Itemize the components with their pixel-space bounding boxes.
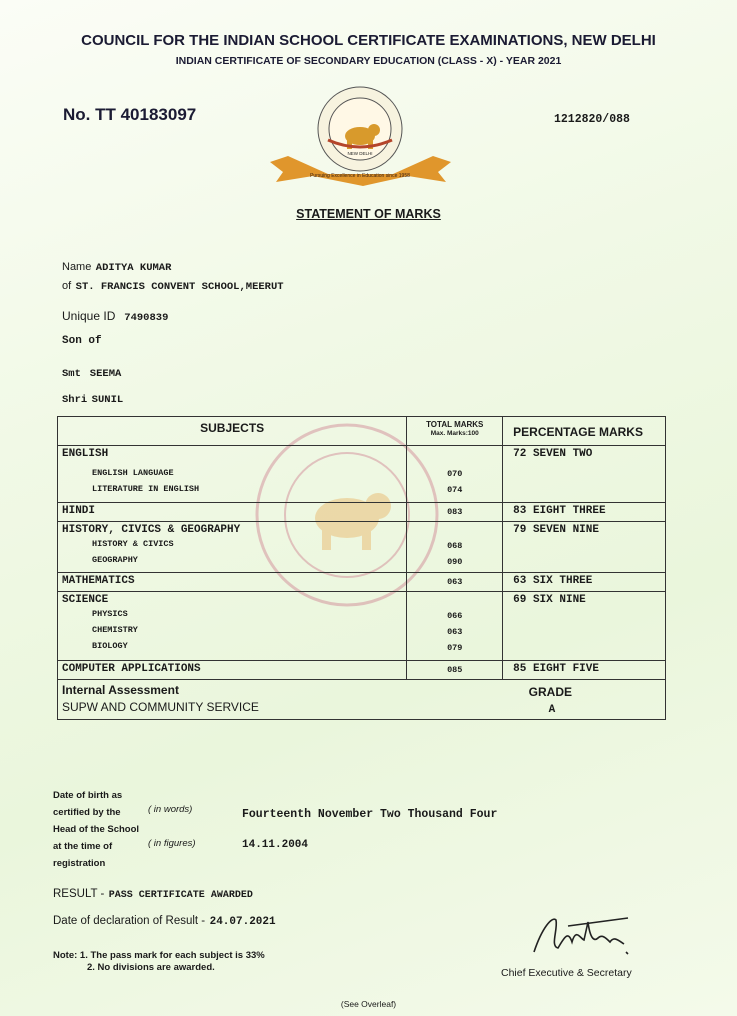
- table-row: [58, 522, 666, 573]
- subject-part: PHYSICS: [92, 609, 128, 619]
- subject-part: CHEMISTRY: [92, 625, 138, 635]
- marks-value: 063: [447, 627, 463, 637]
- logo-banner-text: Pursuing Excellence in Education since 1958: [310, 173, 410, 179]
- note-2: 2. No divisions are awarded.: [87, 962, 215, 973]
- dob-in-figures: 14.11.2004: [242, 839, 309, 851]
- table-row: [58, 446, 666, 503]
- percentage-value: 83 EIGHT THREE: [503, 503, 666, 522]
- subject-part: BIOLOGY: [92, 641, 128, 651]
- table-row: [58, 661, 666, 680]
- son-of-label: Son of: [62, 335, 102, 347]
- subject-hindi: HINDI: [58, 503, 407, 522]
- subject-part: ENGLISH LANGUAGE: [92, 468, 174, 478]
- dob-line: registration: [53, 858, 106, 869]
- certificate-subtitle: INDIAN CERTIFICATE OF SECONDARY EDUCATION (CLASS - X) - YEAR 2021: [175, 55, 562, 67]
- table-row: [58, 592, 666, 661]
- see-overleaf-note: (See Overleaf): [340, 999, 397, 1009]
- subject-history-civics-geography: HISTORY, CIVICS & GEOGRAPHY: [62, 524, 241, 536]
- name-label: Name: [62, 261, 92, 273]
- marks-value: 090: [447, 557, 463, 567]
- dob-label-block: [53, 787, 139, 872]
- father-name: SUNIL: [91, 394, 124, 406]
- dob-line: certified by the: [53, 807, 121, 818]
- subject-part: HISTORY & CIVICS: [92, 539, 174, 549]
- subject-computer-applications: COMPUTER APPLICATIONS: [58, 661, 407, 680]
- marks-value: 074: [447, 485, 463, 495]
- note-1: 1. The pass mark for each subject is 33%: [79, 950, 265, 961]
- notes-block: [53, 950, 265, 974]
- supw-label: SUPW AND COMMUNITY SERVICE: [62, 700, 259, 714]
- unique-id: 7490839: [124, 312, 169, 324]
- percentage-value: 85 EIGHT FIVE: [503, 661, 666, 680]
- of-label: of: [62, 280, 72, 292]
- student-name-row: [62, 257, 171, 275]
- marks-value: 085: [407, 661, 503, 680]
- result-row: [53, 884, 253, 902]
- declaration-label: Date of declaration of Result -: [53, 915, 206, 927]
- marks-value: 066: [447, 611, 463, 621]
- dob-line: Head of the School: [53, 824, 140, 835]
- shri-label: Shri: [62, 394, 88, 406]
- council-logo-icon: [268, 84, 453, 199]
- reference-number: 1212820/088: [554, 113, 630, 126]
- internal-assessment-label: Internal Assessment: [62, 683, 179, 697]
- subject-science: SCIENCE: [62, 594, 109, 606]
- percentage-value: 79 SEVEN NINE: [503, 522, 666, 573]
- marks-value: 063: [407, 573, 503, 592]
- statement-title: STATEMENT OF MARKS: [296, 207, 441, 221]
- table-row: [58, 573, 666, 592]
- declaration-row: [53, 911, 276, 929]
- unique-id-label: Unique ID: [62, 309, 116, 323]
- marks-value: 083: [407, 503, 503, 522]
- result-label: RESULT -: [53, 888, 105, 900]
- subject-english: ENGLISH: [62, 448, 109, 460]
- declaration-date: 24.07.2021: [209, 916, 276, 928]
- note-label: Note:: [53, 950, 78, 961]
- council-title: COUNCIL FOR THE INDIAN SCHOOL CERTIFICATE EXAMINATIONS, NEW DELHI: [81, 32, 656, 49]
- subject-part: GEOGRAPHY: [92, 555, 138, 565]
- father-row: [62, 389, 123, 407]
- dob-line: at the time of: [53, 841, 113, 852]
- marks-table: [57, 416, 666, 720]
- subject-part: LITERATURE IN ENGLISH: [92, 484, 200, 494]
- table-row: [58, 503, 666, 522]
- total-marks-header: [407, 417, 503, 446]
- table-header-row: [58, 417, 666, 446]
- marks-value: 079: [447, 643, 463, 653]
- student-name: ADITYA KUMAR: [95, 262, 172, 274]
- dob-in-words: Fourteenth November Two Thousand Four: [242, 808, 498, 821]
- percentage-value: 69 SIX NINE: [503, 592, 666, 661]
- school-row: [62, 276, 284, 294]
- mother-row: [62, 363, 121, 381]
- logo-city-text: NEW DELHI: [347, 151, 373, 156]
- marks-value: 070: [447, 469, 463, 479]
- mother-name: SEEMA: [89, 368, 122, 380]
- grade-value: A: [548, 704, 556, 716]
- subjects-header: SUBJECTS: [58, 417, 407, 446]
- max-marks-label: Max. Marks:100: [430, 430, 479, 437]
- smt-label: Smt: [62, 368, 81, 380]
- school-name: ST. FRANCIS CONVENT SCHOOL,MEERUT: [75, 281, 284, 293]
- percentage-value: 63 SIX THREE: [503, 573, 666, 592]
- subject-mathematics: MATHEMATICS: [58, 573, 407, 592]
- unique-id-row: [62, 307, 168, 325]
- certificate-number: No. TT 40183097: [63, 105, 197, 124]
- dob-line: Date of birth as: [53, 790, 123, 801]
- marks-value: 068: [447, 541, 463, 551]
- in-figures-label: ( in figures): [148, 838, 196, 849]
- grade-label: GRADE: [528, 685, 572, 699]
- total-marks-label: TOTAL MARKS: [426, 420, 484, 429]
- signatory-title: Chief Executive & Secretary: [501, 967, 632, 979]
- table-row: [58, 680, 666, 720]
- percentage-header: PERCENTAGE MARKS: [503, 417, 666, 446]
- in-words-label: ( in words): [148, 804, 193, 815]
- signature-icon: [528, 908, 638, 960]
- percentage-value: 72 SEVEN TWO: [503, 446, 666, 503]
- result-value: PASS CERTIFICATE AWARDED: [108, 890, 253, 901]
